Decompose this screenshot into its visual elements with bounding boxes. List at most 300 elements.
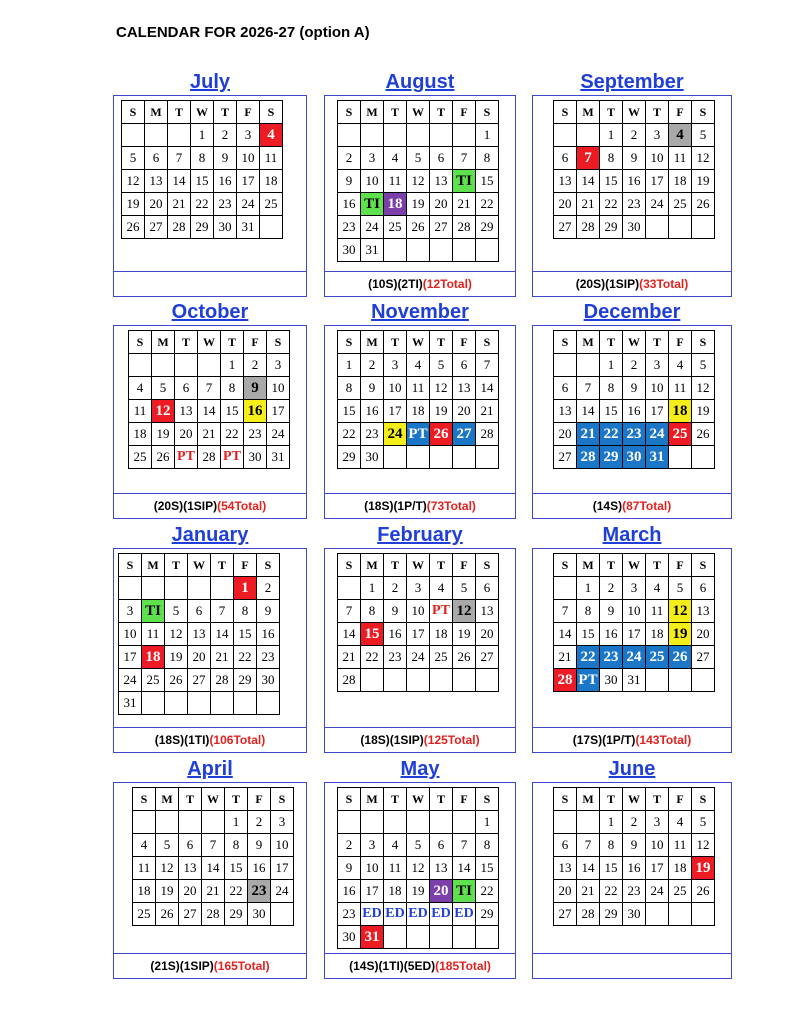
weekday-header: T (600, 101, 623, 124)
day-cell (692, 903, 715, 926)
weekday-header: T (221, 331, 244, 354)
day-cell: 7 (202, 834, 225, 857)
day-cell: 30 (244, 446, 267, 469)
day-cell: 16 (338, 193, 361, 216)
day-cell: 31 (361, 926, 384, 949)
summary-total: (185Total) (435, 959, 491, 973)
day-cell: 20 (554, 880, 577, 903)
weekday-header: T (165, 554, 188, 577)
day-cell: 10 (646, 147, 669, 170)
day-cell: 19 (692, 857, 715, 880)
day-cell (476, 239, 499, 262)
day-cell: 28 (338, 669, 361, 692)
summary-total: (165Total) (213, 959, 270, 973)
day-cell: 2 (623, 811, 646, 834)
day-cell: 10 (361, 170, 384, 193)
day-cell: 26 (430, 423, 453, 446)
day-cell (165, 577, 188, 600)
day-cell (384, 446, 407, 469)
day-cell (407, 926, 430, 949)
day-cell: 8 (191, 147, 214, 170)
day-cell: 28 (168, 216, 191, 239)
day-cell: 31 (119, 692, 142, 715)
day-cell: 19 (122, 193, 145, 216)
day-cell: 11 (646, 600, 669, 623)
day-cell: 31 (237, 216, 260, 239)
day-cell: 23 (600, 646, 623, 669)
day-cell: ED (384, 903, 407, 926)
day-cell: 3 (361, 834, 384, 857)
summary-total: (87Total) (622, 499, 672, 513)
month-name: April (187, 758, 233, 780)
day-cell: 4 (129, 377, 152, 400)
day-cell: 22 (600, 423, 623, 446)
day-cell (152, 354, 175, 377)
month-table (553, 553, 715, 692)
day-cell: 18 (669, 400, 692, 423)
day-cell: 13 (476, 600, 499, 623)
day-cell: 28 (202, 903, 225, 926)
day-cell: 11 (669, 834, 692, 857)
day-cell (384, 926, 407, 949)
summary-counts: (21S)(1SIP) (150, 959, 214, 973)
month-frame (532, 782, 732, 954)
day-cell: 13 (430, 857, 453, 880)
weekday-header: F (669, 788, 692, 811)
day-cell: 16 (248, 857, 271, 880)
weekday-header: M (577, 788, 600, 811)
day-cell: 9 (214, 147, 237, 170)
month-name: October (171, 301, 249, 323)
day-cell: ED (453, 903, 476, 926)
day-cell: 18 (669, 170, 692, 193)
day-cell: 16 (257, 623, 280, 646)
day-cell: 26 (669, 646, 692, 669)
day-cell: 13 (554, 857, 577, 880)
day-cell: 16 (244, 400, 267, 423)
day-cell: 22 (577, 646, 600, 669)
day-cell (669, 446, 692, 469)
day-cell: 23 (623, 193, 646, 216)
month-table (132, 787, 294, 926)
day-cell: 6 (179, 834, 202, 857)
day-cell: 20 (430, 193, 453, 216)
day-cell: 19 (453, 623, 476, 646)
weekday-header: S (133, 788, 156, 811)
day-cell: 19 (669, 623, 692, 646)
day-cell: 8 (476, 834, 499, 857)
day-cell: 17 (361, 880, 384, 903)
day-cell: 10 (646, 834, 669, 857)
day-cell: 27 (554, 216, 577, 239)
day-cell: PT (175, 446, 198, 469)
day-cell: 22 (338, 423, 361, 446)
weekday-header: T (430, 331, 453, 354)
month-summary (324, 954, 516, 979)
month-name: March (602, 524, 662, 546)
month-april (113, 757, 307, 979)
day-cell (692, 216, 715, 239)
month-table (128, 330, 290, 469)
day-cell: 16 (214, 170, 237, 193)
day-cell: 12 (165, 623, 188, 646)
weekday-header: T (211, 554, 234, 577)
day-cell: 8 (577, 600, 600, 623)
day-cell: ED (430, 903, 453, 926)
day-cell: 15 (221, 400, 244, 423)
weekday-header: S (476, 554, 499, 577)
weekday-header: F (244, 331, 267, 354)
day-cell (145, 124, 168, 147)
month-name: May (400, 758, 440, 780)
day-cell: 1 (221, 354, 244, 377)
day-cell: 17 (646, 857, 669, 880)
day-cell: 8 (338, 377, 361, 400)
month-frame (532, 325, 732, 494)
weekday-header: T (225, 788, 248, 811)
weekday-header: S (692, 101, 715, 124)
day-cell: 16 (600, 623, 623, 646)
day-cell: 13 (453, 377, 476, 400)
day-cell (188, 577, 211, 600)
day-cell (554, 811, 577, 834)
weekday-header: T (175, 331, 198, 354)
day-cell: 6 (430, 147, 453, 170)
day-cell: 18 (669, 857, 692, 880)
day-cell (453, 669, 476, 692)
day-cell (142, 577, 165, 600)
day-cell: 18 (384, 193, 407, 216)
month-summary (532, 954, 732, 979)
day-cell: 6 (188, 600, 211, 623)
day-cell: 25 (669, 423, 692, 446)
weekday-header: T (430, 554, 453, 577)
day-cell: 18 (430, 623, 453, 646)
month-name: July (189, 71, 231, 93)
day-cell: 17 (267, 400, 290, 423)
day-cell: 1 (191, 124, 214, 147)
day-cell: 19 (692, 400, 715, 423)
month-summary (113, 272, 307, 297)
day-cell (554, 354, 577, 377)
day-cell: 28 (554, 669, 577, 692)
day-cell: 20 (476, 623, 499, 646)
weekday-header: W (407, 554, 430, 577)
day-cell: 4 (430, 577, 453, 600)
weekday-header: M (577, 331, 600, 354)
day-cell: 10 (646, 377, 669, 400)
day-cell: 23 (361, 423, 384, 446)
day-cell: 15 (191, 170, 214, 193)
day-cell: 2 (623, 124, 646, 147)
day-cell: 16 (338, 880, 361, 903)
day-cell: 5 (407, 834, 430, 857)
day-cell: 15 (600, 400, 623, 423)
day-cell (577, 811, 600, 834)
day-cell: 19 (152, 423, 175, 446)
day-cell: 14 (202, 857, 225, 880)
day-cell: 28 (476, 423, 499, 446)
day-cell: 17 (646, 400, 669, 423)
weekday-header: S (122, 101, 145, 124)
day-cell: 30 (623, 446, 646, 469)
day-cell: 18 (129, 423, 152, 446)
day-cell (384, 669, 407, 692)
weekday-header: M (361, 554, 384, 577)
day-cell: 6 (430, 834, 453, 857)
month-frame (324, 782, 516, 954)
month-summary (113, 954, 307, 979)
month-summary (324, 494, 516, 519)
month-december (532, 300, 732, 519)
day-cell: 3 (119, 600, 142, 623)
day-cell: 24 (267, 423, 290, 446)
day-cell: 15 (600, 170, 623, 193)
day-cell: 16 (384, 623, 407, 646)
day-cell: 7 (577, 377, 600, 400)
day-cell: 2 (338, 834, 361, 857)
day-cell: 17 (271, 857, 294, 880)
day-cell: 9 (623, 834, 646, 857)
day-cell: 23 (257, 646, 280, 669)
summary-counts: (18S)(1TI) (154, 733, 210, 747)
day-cell: 1 (600, 354, 623, 377)
day-cell: 14 (554, 623, 577, 646)
day-cell: 21 (338, 646, 361, 669)
weekday-header: W (623, 788, 646, 811)
day-cell: 2 (214, 124, 237, 147)
day-cell: 4 (669, 811, 692, 834)
day-cell: 4 (407, 354, 430, 377)
day-cell: 22 (361, 646, 384, 669)
day-cell: 9 (361, 377, 384, 400)
weekday-header: W (188, 554, 211, 577)
day-cell: 5 (430, 354, 453, 377)
day-cell: 18 (407, 400, 430, 423)
day-cell (430, 124, 453, 147)
day-cell: 4 (669, 354, 692, 377)
weekday-header: F (669, 554, 692, 577)
day-cell: 24 (271, 880, 294, 903)
day-cell: 25 (430, 646, 453, 669)
weekday-header: S (257, 554, 280, 577)
month-january (113, 523, 307, 753)
day-cell: 6 (476, 577, 499, 600)
summary-total: (106Total) (209, 733, 266, 747)
day-cell: 12 (407, 857, 430, 880)
day-cell: 24 (407, 646, 430, 669)
day-cell: 20 (453, 400, 476, 423)
month-table (337, 553, 499, 692)
day-cell: 10 (119, 623, 142, 646)
day-cell: 16 (361, 400, 384, 423)
day-cell: 25 (669, 193, 692, 216)
weekday-header: T (600, 331, 623, 354)
day-cell: 5 (165, 600, 188, 623)
day-cell (198, 354, 221, 377)
summary-counts: (14S)(1TI)(5ED) (349, 959, 436, 973)
day-cell (234, 692, 257, 715)
day-cell: 6 (554, 834, 577, 857)
month-may (324, 757, 516, 979)
day-cell: 19 (407, 193, 430, 216)
day-cell: 15 (225, 857, 248, 880)
month-table (337, 100, 499, 262)
day-cell: 5 (407, 147, 430, 170)
day-cell: 22 (234, 646, 257, 669)
day-cell: 19 (156, 880, 179, 903)
month-summary (324, 728, 516, 753)
day-cell: 13 (188, 623, 211, 646)
day-cell: 30 (248, 903, 271, 926)
day-cell: 24 (646, 880, 669, 903)
day-cell: 14 (577, 170, 600, 193)
day-cell (692, 446, 715, 469)
day-cell (554, 124, 577, 147)
summary-total: (33Total) (639, 277, 689, 291)
month-february (324, 523, 516, 753)
day-cell: 30 (338, 239, 361, 262)
weekday-header: W (623, 101, 646, 124)
weekday-header: F (453, 101, 476, 124)
weekday-header: T (646, 101, 669, 124)
day-cell: 9 (600, 600, 623, 623)
weekday-header: F (453, 788, 476, 811)
weekday-header: S (338, 554, 361, 577)
day-cell: 24 (646, 423, 669, 446)
month-frame (532, 548, 732, 728)
day-cell: 8 (234, 600, 257, 623)
summary-total: (54Total) (217, 499, 267, 513)
day-cell: 3 (646, 811, 669, 834)
day-cell: 21 (168, 193, 191, 216)
summary-counts: (18S)(1P/T) (364, 499, 427, 513)
day-cell: ED (407, 903, 430, 926)
day-cell (338, 577, 361, 600)
day-cell: 23 (623, 880, 646, 903)
day-cell: 4 (260, 124, 283, 147)
day-cell: 20 (188, 646, 211, 669)
day-cell (122, 124, 145, 147)
day-cell: 31 (361, 239, 384, 262)
day-cell: 22 (600, 193, 623, 216)
day-cell (384, 124, 407, 147)
weekday-header: M (577, 101, 600, 124)
day-cell: 3 (646, 124, 669, 147)
day-cell: 13 (175, 400, 198, 423)
day-cell: 1 (476, 124, 499, 147)
weekday-header: W (407, 331, 430, 354)
day-cell: 1 (600, 124, 623, 147)
day-cell: 14 (577, 400, 600, 423)
day-cell (361, 124, 384, 147)
weekday-header: T (600, 788, 623, 811)
day-cell: 5 (669, 577, 692, 600)
day-cell: 15 (234, 623, 257, 646)
day-cell (384, 239, 407, 262)
day-cell: 10 (623, 600, 646, 623)
weekday-header: T (646, 554, 669, 577)
day-cell (453, 446, 476, 469)
day-cell: 12 (156, 857, 179, 880)
weekday-header: S (260, 101, 283, 124)
day-cell: 19 (692, 170, 715, 193)
day-cell (407, 124, 430, 147)
day-cell: 13 (692, 600, 715, 623)
day-cell: 20 (179, 880, 202, 903)
day-cell: 9 (248, 834, 271, 857)
day-cell: 10 (267, 377, 290, 400)
day-cell: 21 (577, 880, 600, 903)
summary-counts: (20S)(1SIP) (153, 499, 218, 513)
month-name: November (371, 301, 469, 323)
day-cell: 21 (202, 880, 225, 903)
day-cell (554, 577, 577, 600)
day-cell: 20 (692, 623, 715, 646)
summary-counts: (10S)(2TI) (368, 277, 423, 291)
day-cell: 7 (198, 377, 221, 400)
day-cell: 7 (453, 147, 476, 170)
day-cell: 25 (646, 646, 669, 669)
day-cell: 13 (554, 170, 577, 193)
month-frame (113, 325, 307, 494)
day-cell (476, 446, 499, 469)
day-cell: 27 (188, 669, 211, 692)
month-name: January (171, 524, 249, 546)
day-cell: 20 (430, 880, 453, 903)
day-cell: 20 (554, 193, 577, 216)
day-cell: 18 (646, 623, 669, 646)
day-cell: 18 (260, 170, 283, 193)
day-cell: 3 (237, 124, 260, 147)
day-cell: 17 (646, 170, 669, 193)
day-cell: 23 (338, 903, 361, 926)
day-cell (179, 811, 202, 834)
weekday-header: S (129, 331, 152, 354)
day-cell: 16 (623, 170, 646, 193)
weekday-header: S (271, 788, 294, 811)
day-cell: 26 (692, 423, 715, 446)
month-june (532, 757, 732, 979)
weekday-header: M (152, 331, 175, 354)
month-march (532, 523, 732, 753)
day-cell: 31 (267, 446, 290, 469)
weekday-header: T (384, 101, 407, 124)
weekday-header: W (407, 788, 430, 811)
month-july (113, 70, 307, 297)
day-cell (211, 692, 234, 715)
day-cell: 15 (476, 857, 499, 880)
weekday-header: T (384, 554, 407, 577)
weekday-header: F (453, 554, 476, 577)
weekday-header: T (600, 554, 623, 577)
day-cell: 15 (476, 170, 499, 193)
day-cell: 24 (119, 669, 142, 692)
day-cell: 11 (407, 377, 430, 400)
day-cell (453, 239, 476, 262)
month-name: August (385, 71, 455, 93)
day-cell (165, 692, 188, 715)
day-cell: 27 (554, 903, 577, 926)
day-cell: 14 (338, 623, 361, 646)
day-cell: 12 (152, 400, 175, 423)
month-frame (324, 325, 516, 494)
day-cell: 7 (476, 354, 499, 377)
day-cell (669, 216, 692, 239)
day-cell: 4 (669, 124, 692, 147)
weekday-header: M (361, 788, 384, 811)
day-cell: 6 (554, 377, 577, 400)
